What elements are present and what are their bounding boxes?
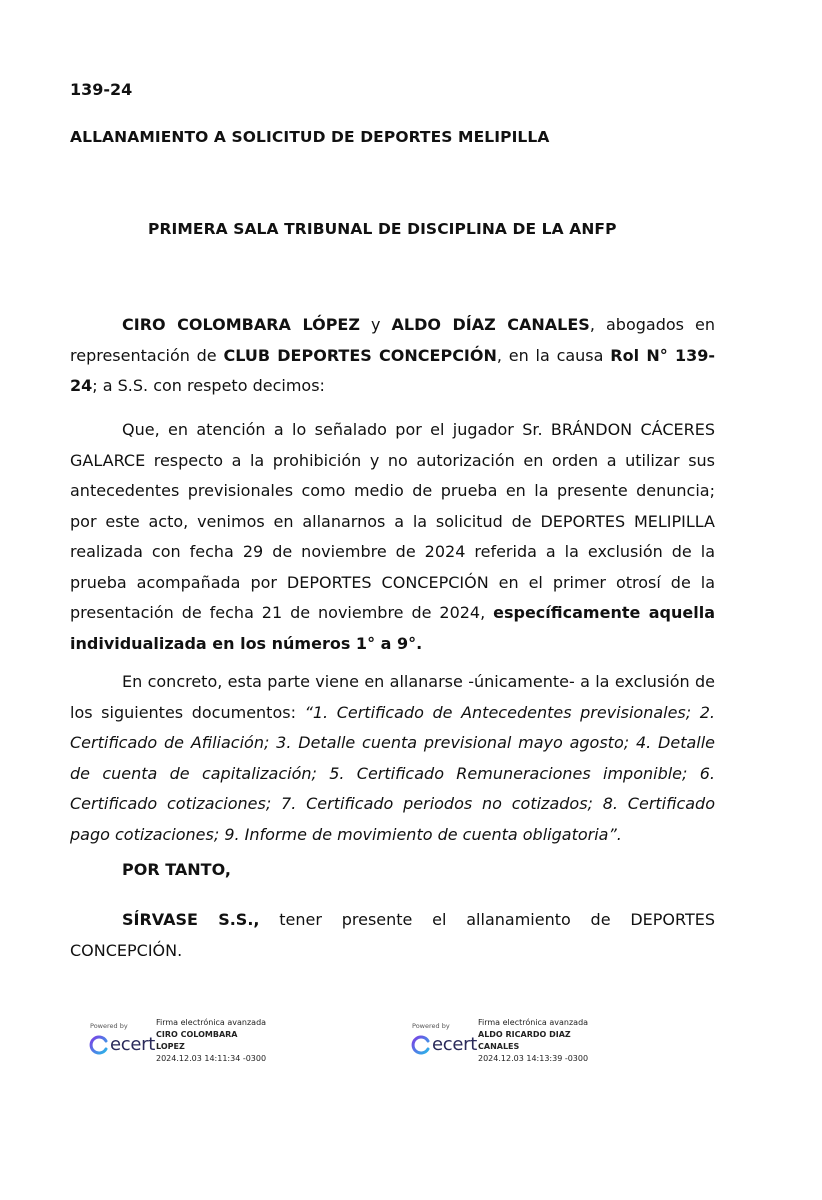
case-number: 139-24 xyxy=(70,80,133,99)
por-tanto: POR TANTO, xyxy=(122,860,231,879)
signature-details xyxy=(478,1017,588,1065)
case-rol: Rol N° 139-24 xyxy=(70,345,716,395)
body-paragraph-2 xyxy=(70,667,715,850)
body-paragraph-1 xyxy=(70,415,715,659)
club-name: CLUB DEPORTES CONCEPCIÓN xyxy=(223,345,497,365)
ecert-icon xyxy=(410,1034,432,1056)
documents-quote: “1. Certificado de Antecedentes previsionales; 2. Certificado de Afiliación; 3. Detalle cuenta previsional mayo agosto; 4. Detalle de cuenta de capitalización; 5. Certificado Remuneraciones imponible; 6. Certificado cotizaciones; 7. Certificado periodos no cotizados; 8. Certificado pago cotizaciones; 9. Informe de movimiento de cuenta obligatoria”. xyxy=(70,702,716,844)
signature-timestamp: 2024.12.03 14:13:39 -0300 xyxy=(478,1054,589,1063)
signature-details xyxy=(156,1017,266,1065)
intro-text-2: , en la causa xyxy=(496,345,611,365)
intro-paragraph xyxy=(70,310,715,402)
signature-label: Firma electrónica avanzada xyxy=(478,1018,589,1027)
document-title: ALLANAMIENTO A SOLICITUD DE DEPORTES MELIPILLA xyxy=(70,128,550,146)
paragraph-2-text: En concreto, esta parte viene en allanarse -únicamente- a la exclusión de los siguientes documentos: xyxy=(70,672,715,722)
paragraph-1-text: Que, en atención a lo señalado por el jugador Sr. BRÁNDON CÁCERES GALARCE respecto a la prohibición y no autorización en orden a utilizar sus antecedentes previsionales como medio de prueba en la presente denuncia; por este acto, venimos en allanarnos a la solicitud de DEPORTES MELIPILLA realizada con fecha 29 de noviembre de 2024 referida a la exclusión de la prueba acompañada por DEPORTES CONCEPCIÓN en el primer otrosí de la presentación de fecha 21 de noviembre de 2024, xyxy=(70,420,715,622)
ecert-brand: ecert xyxy=(432,1034,478,1055)
signer-name: CIRO COLOMBARA LOPEZ xyxy=(156,1030,238,1051)
signature-block-1 xyxy=(88,1015,378,1075)
ecert-brand: ecert xyxy=(110,1034,156,1055)
intro-text-1: , abogados en representación de xyxy=(70,315,716,365)
powered-by-label: Powered by xyxy=(412,1022,450,1030)
signature-label: Firma electrónica avanzada xyxy=(156,1018,267,1027)
petition-paragraph xyxy=(70,905,715,966)
signature-timestamp: 2024.12.03 14:11:34 -0300 xyxy=(156,1054,267,1063)
lawyer-2-name: ALDO DÍAZ CANALES xyxy=(391,315,590,334)
ecert-icon xyxy=(88,1034,110,1056)
signature-block-2 xyxy=(410,1015,700,1075)
lawyer-1-name: CIRO COLOMBARA LÓPEZ xyxy=(122,315,360,334)
powered-by-label: Powered by xyxy=(90,1022,128,1030)
petition-text: tener presente el allanamiento de DEPORTES CONCEPCIÓN. xyxy=(70,910,715,960)
ecert-logo xyxy=(410,1034,478,1058)
sirvase: SÍRVASE S.S., xyxy=(122,910,260,929)
signer-name: ALDO RICARDO DIAZ CANALES xyxy=(478,1030,571,1051)
intro-text-3: ; a S.S. con respeto decimos: xyxy=(92,376,325,395)
ecert-logo xyxy=(88,1034,156,1058)
addressee: PRIMERA SALA TRIBUNAL DE DISCIPLINA DE LA ANFP xyxy=(148,220,617,238)
paragraph-1-bold: específicamente aquella individualizada en los números 1° a 9°. xyxy=(70,603,715,653)
intro-conjunction: y xyxy=(359,315,392,334)
